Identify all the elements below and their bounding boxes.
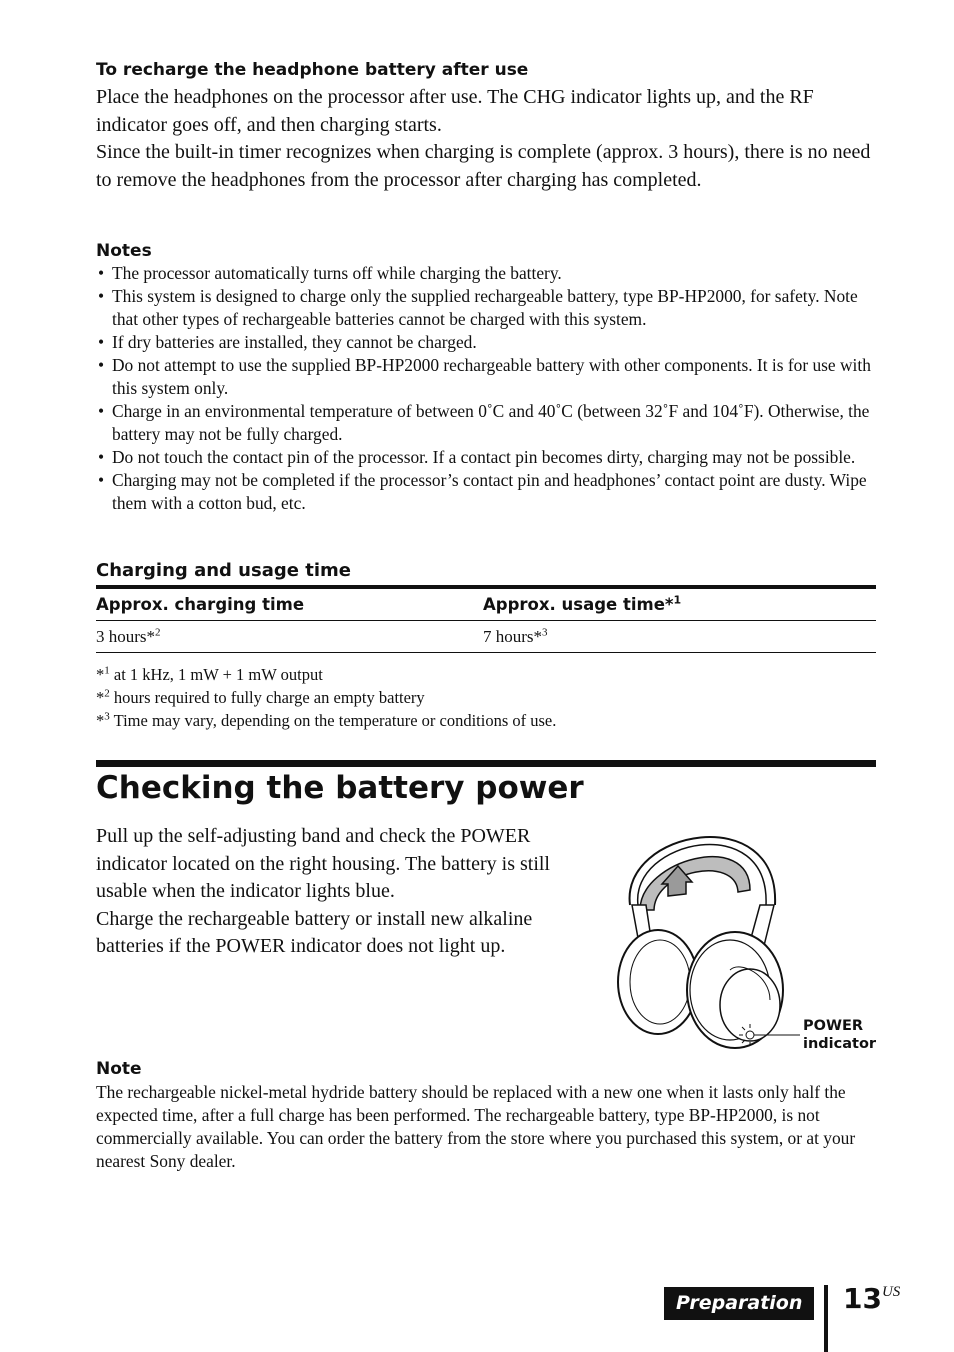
table-cell-charging <box>96 627 161 647</box>
page-number <box>843 1282 900 1315</box>
section-rule <box>96 760 876 767</box>
cell-sup: 2 <box>155 626 161 639</box>
footnote: *$^3$ Time may vary, depending on the temperature or conditions of use. <box>96 710 557 730</box>
footer-divider <box>824 1285 828 1352</box>
footnote: *$^1$ at 1 kHz, 1 mW + 1 mW output <box>96 664 323 684</box>
col2-header-text: Approx. usage time* <box>483 595 674 614</box>
note-item: • Charging may not be completed if the processor’s contact pin and headphones’ contact point are dusty. Wipe them with a cotton bud, etc. <box>96 469 881 515</box>
recharge-body <box>96 84 886 194</box>
power-indicator-callout <box>803 1017 876 1053</box>
headphones-illustration <box>610 810 800 1055</box>
page-suffix: US <box>881 1284 901 1300</box>
section-title: Checking the battery power <box>96 770 584 806</box>
note-text: The rechargeable nickel-metal hydride battery should be replaced with a new one when it lasts only half the expected time, after a full charge has been performed. The rechargeable battery, type BP-HP2000, is not commercially available. You can order the battery from the store where you purchased this system, or at your nearest Sony dealer. <box>96 1082 856 1171</box>
recharge-para-1: Place the headphones on the processor after use. The CHG indicator lights up, and the RF indicator goes off, and then charging starts. <box>96 86 814 136</box>
cell-text: 7 hours* <box>483 627 543 646</box>
recharge-heading: To recharge the headphone battery after use <box>96 60 529 80</box>
notes-heading: Notes <box>96 241 152 261</box>
note-heading: Note <box>96 1059 142 1079</box>
table-col1-header: Approx. charging time <box>96 595 305 614</box>
note-item: • If dry batteries are installed, they cannot be charged. <box>96 331 881 354</box>
table-cell-usage <box>483 627 548 647</box>
col2-header-sup: 1 <box>673 593 682 607</box>
page-number-value: 13 <box>843 1282 882 1315</box>
cell-text: 3 hours* <box>96 627 156 646</box>
table-top-rule <box>96 585 876 589</box>
footnotes <box>96 663 556 732</box>
note-item: • Do not attempt to use the supplied BP-HP2000 rechargeable battery with other components. It is for use with this system only. <box>96 354 881 400</box>
note-item: • Do not touch the contact pin of the processor. If a contact pin becomes dirty, charging may not be possible. <box>96 446 881 469</box>
battery-para-2: Charge the rechargeable battery or install new alkaline batteries if the POWER indicator does not light up. <box>96 907 533 957</box>
callout-line: indicator <box>803 1036 877 1052</box>
note-item: • Charge in an environmental temperature of between 0˚C and 40˚C (between 32˚F and 104˚F). Otherwise, the battery may not be fully charged. <box>96 400 881 446</box>
table-header-rule <box>96 620 876 621</box>
notes-list <box>96 262 881 515</box>
note-item: • This system is designed to charge only the supplied rechargeable battery, type BP-HP2000, for safety. Note that other types of rechargeable batteries cannot be charged with this system. <box>96 285 881 331</box>
section-tab-badge: Preparation <box>664 1287 814 1320</box>
table-col2-header <box>483 595 681 614</box>
charging-table-heading: Charging and usage time <box>96 560 351 581</box>
recharge-para-2: Since the built-in timer recognizes when charging is complete (approx. 3 hours), there is no need to remove the headphones from the processor after charging has completed. <box>96 141 871 191</box>
table-bottom-rule <box>96 652 876 653</box>
note-item: • The processor automatically turns off while charging the battery. <box>96 262 881 285</box>
footnote: *$^2$ hours required to fully charge an empty battery <box>96 687 425 707</box>
battery-para-1: Pull up the self-adjusting band and check the POWER indicator located on the right housing. The battery is still usable when the indicator lights blue. <box>96 825 550 902</box>
cell-sup: 3 <box>542 626 548 639</box>
callout-line: POWER <box>803 1018 864 1034</box>
battery-body <box>96 823 596 961</box>
